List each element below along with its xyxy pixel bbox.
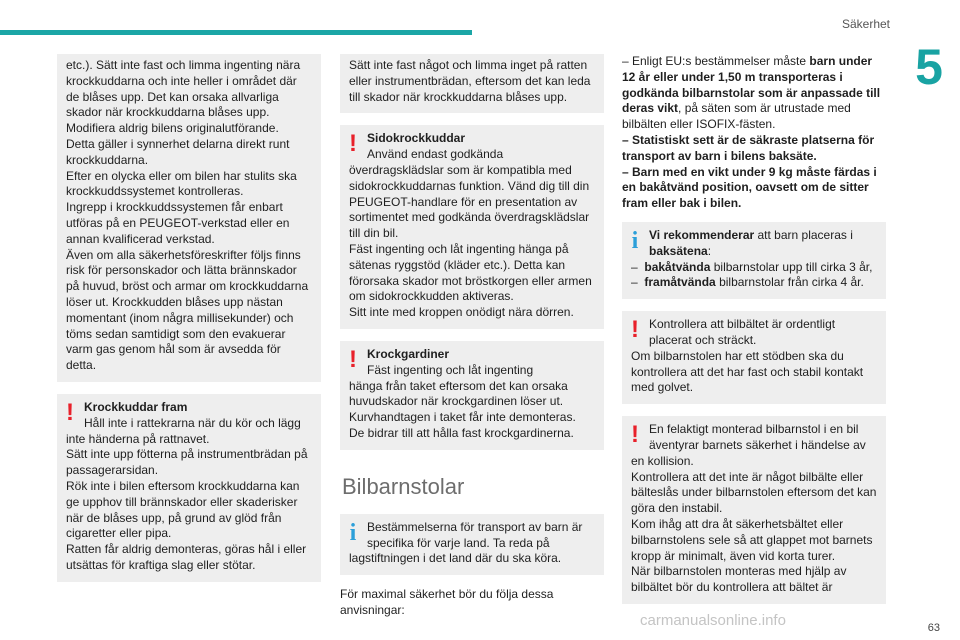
paragraph: överdragsklädslar som är kompatibla med sidokrockkuddarnas funktion. Vänd dig till din PEUGEOT-handlare för en presentation av sortimentet med godkända överdragsklädslar till din bil. bbox=[349, 162, 590, 241]
side-airbags-warning-box bbox=[340, 125, 604, 329]
paragraph: Rök inte i bilen eftersom krockkuddarna kan ge upphov till brännskador eller skaderisker när de blåses upp, på grund av glöd från cigaretter eller pipa. bbox=[66, 478, 300, 541]
paragraph: baksätena: bbox=[649, 243, 712, 258]
paragraph: De bidrar till att hålla fast krockgardinerna. bbox=[349, 425, 574, 440]
paragraph: Bestämmelserna för transport av barn är specifika för varje land. Ta reda på bbox=[367, 519, 583, 550]
paragraph: Kom ihåg att dra åt säkerhetsbältet eller bilbarnstolens sele så att glappet mot barnets kropp är minimalt, även vid korta turer. bbox=[631, 516, 873, 563]
header-accent-bar bbox=[0, 30, 472, 35]
section-heading: Bilbarnstolar bbox=[342, 473, 465, 499]
list-item: – framåtvända bilbarnstolar från cirka 4 år. bbox=[631, 275, 864, 290]
chapter-number: 5 bbox=[915, 39, 943, 95]
paragraph: en kollision. bbox=[631, 453, 694, 468]
paragraph: inte händerna på rattnavet. bbox=[66, 431, 210, 446]
instructions-intro bbox=[340, 587, 604, 619]
child-seat-rules bbox=[622, 54, 886, 212]
column-2 bbox=[340, 54, 604, 619]
warning-icon: ! bbox=[66, 398, 74, 426]
paragraph: Kontrollera att det inte är något bilbälte eller bälteslås under bilbarnstolen eftersom det kan göra den instabil. bbox=[631, 469, 877, 516]
paragraph: För maximal säkerhet bör du följa dessa anvisningar: bbox=[340, 587, 554, 617]
warning-icon: ! bbox=[631, 316, 639, 344]
rule-item: – Barn med en vikt under 9 kg måste färdas i en bakåtvänd position, oavsett om de sitter fram eller bak i bilen. bbox=[622, 164, 877, 211]
paragraph: Vi rekommenderar att barn placeras i bbox=[649, 227, 853, 242]
paragraph: Modifiera aldrig bilens originalutförande. bbox=[66, 121, 279, 136]
box-title: Sidokrockkuddar bbox=[367, 131, 466, 146]
paragraph: Använd endast godkända bbox=[367, 147, 504, 162]
paragraph: Sätt inte fast något och limma inget på ratten eller instrumentbrädan, eftersom det kan leda till skador när krockkuddarna blåses upp. bbox=[349, 58, 591, 104]
page-number: 63 bbox=[927, 622, 940, 634]
box-title: Krockkuddar fram bbox=[84, 399, 188, 414]
info-icon: i bbox=[631, 227, 639, 254]
paragraph: Detta gäller i synnerhet delarna direkt runt krockkuddarna. bbox=[66, 136, 290, 167]
paragraph: Kurvhandtagen i taket får inte demonteras. bbox=[349, 410, 576, 425]
paragraph: En felaktigt monterad bilbarnstol i en bil äventyrar barnets säkerhet i händelse av bbox=[649, 422, 866, 452]
paragraph: Efter en olycka eller om bilen har stulits ska krockkuddssystemet kontrolleras. bbox=[66, 168, 297, 199]
front-airbags-warning-box bbox=[57, 394, 321, 582]
paragraph: När bilbarnstolen monteras med hjälp av bilbältet bör du kontrollera att bältet är bbox=[631, 564, 847, 595]
child-seat-info-box bbox=[340, 514, 604, 575]
info-icon: i bbox=[349, 519, 357, 546]
paragraph: Ratten får aldrig demonteras, göras hål i eller utsättas för kraftiga slag eller stötar. bbox=[66, 542, 307, 572]
airbag-notes-box bbox=[57, 54, 321, 382]
paragraph: Även om alla säkerhetsföreskrifter följs finns risk för personskador och lätta brännskador på huvud, bröst och armar om krockkuddarna löser ut. Krockkudden blåses upp nästan momentant (inom några millisekunder) och töms sedan samtidigt som den evakuerar varm gas genom hål som är avsedda för detta. bbox=[66, 247, 309, 373]
paragraph: hänga från taket eftersom det kan orsaka huvudskador när krockgardinen löser ut. bbox=[349, 378, 568, 409]
belt-check-warning-box bbox=[622, 311, 886, 404]
paragraph: Håll inte i rattekrarna när du kör och lägg bbox=[84, 415, 301, 430]
list-item: – bakåtvända bilbarnstolar upp till cirka 3 år, bbox=[631, 259, 873, 274]
warning-icon: ! bbox=[349, 345, 357, 373]
paragraph: Kontrollera att bilbältet är ordentligt placerat och sträckt. bbox=[649, 317, 836, 347]
incorrect-install-warning-box bbox=[622, 416, 886, 604]
section-title: Säkerhet bbox=[841, 17, 890, 31]
paragraph: Sitt inte med kroppen onödigt nära dörren. bbox=[349, 305, 574, 320]
watermark: carmanualsonline.info bbox=[640, 612, 786, 629]
rear-seat-info-box bbox=[622, 222, 886, 299]
steering-note-box bbox=[340, 54, 604, 113]
column-3 bbox=[622, 54, 886, 616]
box-title: Krockgardiner bbox=[367, 346, 450, 361]
paragraph: Sätt inte upp fötterna på instrumentbrädan på passagerarsidan. bbox=[66, 447, 308, 478]
rule-item: – Statistiskt sett är de säkraste platserna för transport av barn i bilens baksäte. bbox=[622, 132, 875, 163]
paragraph: Ingrepp i krockkuddssystemen får enbart utföras på en PEUGEOT-verkstad eller en annan kvalificerad verkstad. bbox=[66, 200, 290, 246]
paragraph: Om bilbarnstolen har ett stödben ska du kontrollera att det har fast och stabil kontakt med golvet. bbox=[631, 348, 864, 395]
paragraph: etc.). Sätt inte fast och limma ingenting nära krockkuddarna och inte heller i området där de blåses upp. Det kan orsaka allvarliga skador när krockkuddarna blåses upp. bbox=[66, 58, 301, 120]
rule-item: – Enligt EU:s bestämmelser måste barn under 12 år eller under 1,50 m transporteras i godkända bilbarnstolar som är anpassade till deras vikt, på säten som är utrustade med bilbälten eller ISOFIX-fästen. bbox=[622, 54, 881, 132]
paragraph: lagstiftningen i det land där du ska köra. bbox=[349, 551, 562, 566]
column-1 bbox=[57, 54, 321, 594]
curtain-airbags-warning-box bbox=[340, 341, 604, 450]
paragraph: Fäst ingenting och låt ingenting hänga på sätenas ryggstöd (kläder etc.). Detta kan förorsaka skador mot bröstkorgen eller armen om sidokrockkudden aktiveras. bbox=[349, 241, 592, 304]
paragraph: Fäst ingenting och låt ingenting bbox=[367, 362, 534, 377]
warning-icon: ! bbox=[349, 130, 357, 158]
warning-icon: ! bbox=[631, 421, 639, 449]
